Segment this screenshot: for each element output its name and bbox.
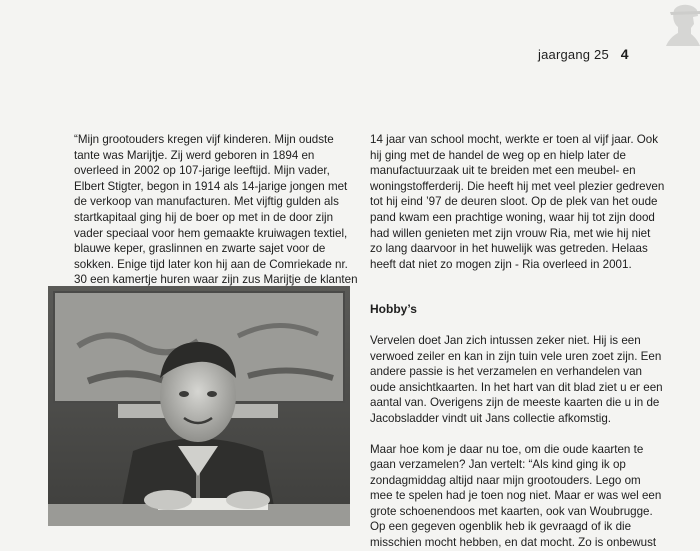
hobby-paragraph: Vervelen doet Jan zich intussen zeker niet. Hij is een verwoed zeiler en kan in zijn tuin vele uren zoet zijn. Een andere passie is het verzamelen en verhandelen van oude ansichtkaarten. In het hart van dit blad ziet u er een aantal van. Overigens zijn de meeste kaarten die u in de Jacobsladder vindt uit Jans collectie afkomstig. [370,333,663,425]
volume-label: jaargang [538,47,591,62]
page-header [538,46,629,62]
section-heading-hobbys: Hobby’s [370,302,417,317]
silhouette-logo-icon [664,2,700,46]
boy-at-school-desk-photo [48,286,350,526]
intro-paragraph: “Mijn grootouders kregen vijf kinderen. Mijn oudste tante was Marijtje. Zij werd geboren in 1894 en overleed in 2002 op 107-jarige leeftijd. Mijn vader, Elbert Stigter, begon in 1914 als 14-jarige jongen met de verkoop van manufacturen. Met vijftig gulden als startkapitaal ging hij de boer op met in de door zijn vader speciaal voor hem gemaakte kruiwagen textiel, blauwe keper, graslinnen en zwarte sajet voor de sokken. Enige tijd later kon hij aan de Comriekade nr. 30 een kamertje huren waar zijn zus Marijtje de klanten [74,133,358,287]
quote-paragraph: Maar hoe kom je daar nu toe, om die oude kaarten te gaan verzamelen? Jan vertelt: “Als kind ging ik op zondagmiddag altijd naar mijn grootouders. Lego om mee te spelen had je toen nog niet. Maar er was wel een grote schoenendoos met kaarten, ook van Woubrugge. Op een gegeven ogenblik heb ik gevraagd of ik die misschien mocht hebben, en dat mocht. Zo is onbewust [370,442,662,550]
continuation-paragraph: 14 jaar van school mocht, werkte er toen al vijf jaar. Ook hij ging met de handel de weg op en hielp later de manufactuurzaak uit te breiden met een meubel- en woningstofferderij. Die heeft hij met veel plezier gedreven tot hij eind ’97 de deuren sloot. Op de plek van het oude pand kwam een prachtige woning, waar hij tot zijn dood had willen genieten met zijn vrouw Ria, met wie hij niet zo lang daarvoor in het huwelijk was getreden. Helaas heeft dat niet zo mogen zijn - Ria overleed in 2001. [370,133,665,271]
right-column [370,132,665,551]
issue-number: 4 [620,46,629,62]
left-column [74,132,359,304]
volume-number: 25 [594,47,609,62]
